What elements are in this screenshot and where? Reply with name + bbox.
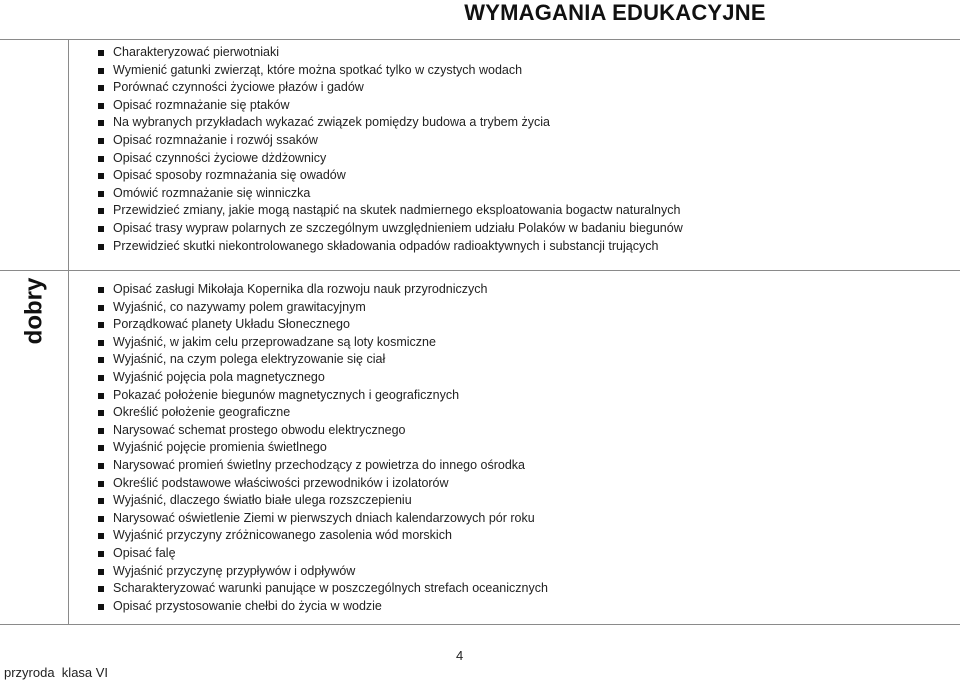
page-title: WYMAGANIA EDUKACYJNE [464, 0, 766, 25]
list-item: Wyjaśnić, dlaczego światło białe ulega rozszczepieniu [98, 492, 548, 510]
list-item: Narysować schemat prostego obwodu elektrycznego [98, 422, 548, 440]
list-item: Porównać czynności życiowe płazów i gadów [98, 79, 683, 97]
bullet-icon [98, 244, 104, 250]
bullet-icon [98, 445, 104, 451]
grade-cell-dobry [0, 271, 68, 351]
list-item: Charakteryzować pierwotniaki [98, 44, 683, 62]
bullet-icon [98, 322, 104, 328]
list-item: Opisać czynności życiowe dżdżownicy [98, 150, 683, 168]
bullet-icon [98, 533, 104, 539]
list-item: Określić podstawowe właściwości przewodników i izolatorów [98, 475, 548, 493]
list-item: Opisać przystosowanie chełbi do życia w wodzie [98, 598, 548, 616]
bullet-icon [98, 173, 104, 179]
bullet-icon [98, 516, 104, 522]
list-item: Określić położenie geograficzne [98, 404, 548, 422]
bullet-icon [98, 287, 104, 293]
list-item: Wyjaśnić, w jakim celu przeprowadzane są loty kosmiczne [98, 334, 548, 352]
list-item: Wyjaśnić przyczyny zróżnicowanego zasolenia wód morskich [98, 527, 548, 545]
list-item: Wyjaśnić pojęcie promienia świetlnego [98, 439, 548, 457]
list-item: Opisać rozmnażanie się ptaków [98, 97, 683, 115]
bullet-icon [98, 50, 104, 56]
table-top-rule [0, 39, 960, 40]
bullet-icon [98, 586, 104, 592]
list-item: Narysować oświetlenie Ziemi w pierwszych dniach kalendarzowych pór roku [98, 510, 548, 528]
list-item: Wyjaśnić, co nazywamy polem grawitacyjnym [98, 299, 548, 317]
bullet-icon [98, 393, 104, 399]
requirements-list-section-2 [98, 281, 548, 615]
bullet-icon [98, 375, 104, 381]
table-row-divider [0, 270, 960, 271]
bullet-icon [98, 226, 104, 232]
bullet-icon [98, 463, 104, 469]
bullet-icon [98, 551, 104, 557]
bullet-icon [98, 138, 104, 144]
list-item: Opisać trasy wypraw polarnych ze szczególnym uwzględnieniem udziału Polaków w badaniu biegunów [98, 220, 683, 238]
list-item: Przewidzieć skutki niekontrolowanego składowania odpadów radioaktywnych i substancji trujących [98, 238, 683, 256]
list-item: Opisać rozmnażanie i rozwój ssaków [98, 132, 683, 150]
list-item: Wyjaśnić, na czym polega elektryzowanie się ciał [98, 351, 548, 369]
bullet-icon [98, 569, 104, 575]
list-item: Wyjaśnić przyczynę przypływów i odpływów [98, 563, 548, 581]
footer-subject: przyroda klasa VI [4, 665, 109, 680]
bullet-icon [98, 481, 104, 487]
list-item: Porządkować planety Układu Słonecznego [98, 316, 548, 334]
bullet-icon [98, 208, 104, 214]
table-column-divider [68, 40, 69, 625]
list-item: Wymienić gatunki zwierząt, które można spotkać tylko w czystych wodach [98, 62, 683, 80]
list-item: Omówić rozmnażanie się winniczka [98, 185, 683, 203]
list-item: Pokazać położenie biegunów magnetycznych i geograficznych [98, 387, 548, 405]
bullet-icon [98, 120, 104, 126]
bullet-icon [98, 191, 104, 197]
bullet-icon [98, 305, 104, 311]
list-item: Wyjaśnić pojęcia pola magnetycznego [98, 369, 548, 387]
list-item: Opisać falę [98, 545, 548, 563]
bullet-icon [98, 68, 104, 74]
bullet-icon [98, 340, 104, 346]
bullet-icon [98, 103, 104, 109]
bullet-icon [98, 428, 104, 434]
bullet-icon [98, 156, 104, 162]
page-number: 4 [456, 648, 464, 663]
requirements-list-section-1 [98, 44, 683, 255]
list-item: Opisać zasługi Mikołaja Kopernika dla rozwoju nauk przyrodniczych [98, 281, 548, 299]
grade-label: dobry [19, 277, 47, 345]
bullet-icon [98, 357, 104, 363]
bullet-icon [98, 604, 104, 610]
table-bottom-rule [0, 624, 960, 625]
list-item: Scharakteryzować warunki panujące w poszczególnych strefach oceanicznych [98, 580, 548, 598]
list-item: Narysować promień świetlny przechodzący z powietrza do innego ośrodka [98, 457, 548, 475]
bullet-icon [98, 498, 104, 504]
bullet-icon [98, 85, 104, 91]
list-item: Opisać sposoby rozmnażania się owadów [98, 167, 683, 185]
list-item: Przewidzieć zmiany, jakie mogą nastąpić na skutek nadmiernego eksploatowania bogactw naturalnych [98, 202, 683, 220]
list-item: Na wybranych przykładach wykazać związek pomiędzy budowa a trybem życia [98, 114, 683, 132]
bullet-icon [98, 410, 104, 416]
